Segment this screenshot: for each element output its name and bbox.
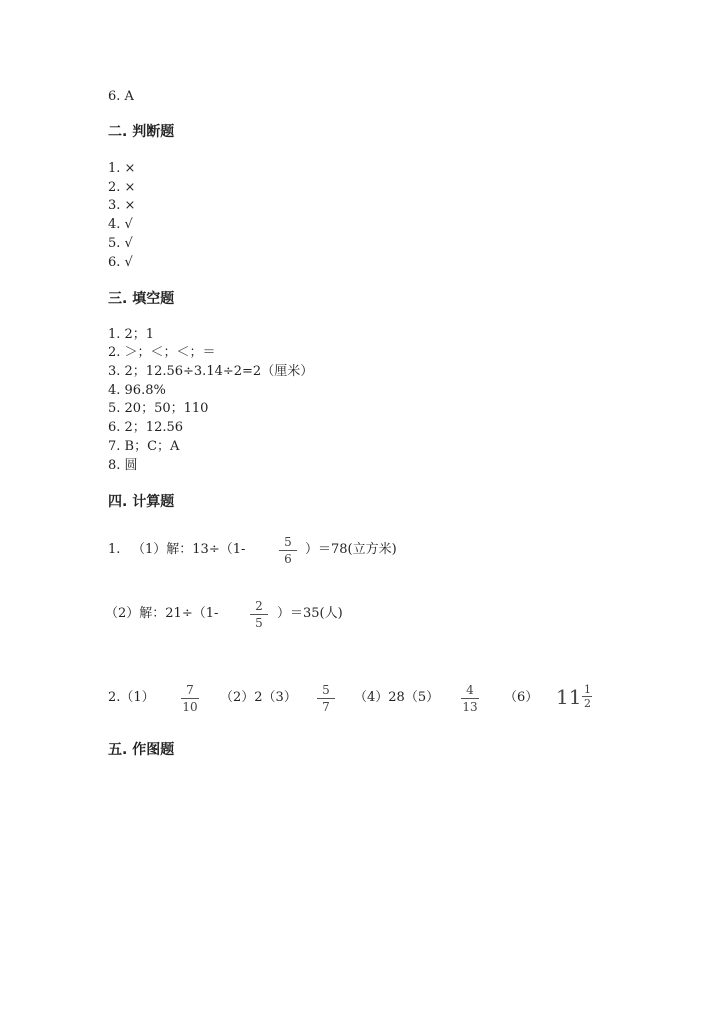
calc-q1-p1-fraction [275,536,301,566]
calc-q2-a1-fraction [177,684,203,714]
calc-heading: 四. 计算题 [108,494,175,510]
judge-item: 1. × [108,161,136,176]
fraction-denominator: 10 [182,700,198,714]
judge-heading: 二. 判断题 [108,124,175,140]
calc-q1-p1-prefix: （1）解：13÷（1- [132,542,246,557]
fraction-numerator: 5 [322,683,330,697]
fraction-bar [461,698,479,699]
fraction-numerator: 5 [284,535,292,549]
fraction-denominator: 6 [284,552,292,566]
fraction-denominator: 5 [255,616,263,630]
fraction-bar [181,698,199,699]
judge-item: 6. √ [108,255,133,270]
mixed-whole: 11 [556,684,582,709]
fill-item: 1. 2；1 [108,327,155,342]
fraction-numerator: 4 [466,683,474,697]
judge-item: 4. √ [108,217,133,232]
fill-heading: 三. 填空题 [108,291,175,307]
fill-item: 3. 2；12.56÷3.14÷2=2（厘米） [108,364,314,379]
fill-item: 4. 96.8% [108,383,166,398]
calc-q2-a5-fraction [457,684,483,714]
fill-item: 8. 圆 [108,458,138,473]
choice-answer-6: 6. A [108,89,134,104]
calc-q1-p1-suffix: ）＝78(立方米) [305,542,397,557]
calc-q2-part6: （6） [504,690,539,705]
fraction-numerator: 7 [186,683,194,697]
fill-item: 5. 20；50；110 [108,401,209,416]
fill-item: 2. ＞；＜；＜；＝ [108,345,216,360]
calc-q2-part2: （2）2（3） [220,690,297,705]
calc-q2-part4: （4）28（5） [354,690,440,705]
calc-q1-p2-fraction [246,600,272,630]
calc-q1-p2-suffix: ）＝35(人) [277,606,343,621]
fraction-denominator: 7 [322,700,330,714]
fraction-bar [250,614,268,615]
fraction-numerator: 1 [583,683,591,696]
calc-q2-label: 2.（1） [108,690,155,705]
fraction-denominator: 2 [583,697,591,710]
fill-item: 7. B；C；A [108,439,180,454]
judge-item: 3. × [108,198,136,213]
calc-q2-a6-mixed-number [556,684,593,709]
fraction-bar [317,698,335,699]
calc-q1-label: 1. [108,542,121,557]
mixed-fraction [581,684,593,709]
calc-q1-p2-prefix: （2）解：21÷（1- [105,606,219,621]
fraction-denominator: 13 [462,700,478,714]
fraction-bar [279,550,297,551]
calc-q2-a3-fraction [313,684,339,714]
judge-item: 2. × [108,180,136,195]
draw-heading: 五. 作图题 [108,742,175,758]
fraction-numerator: 2 [255,599,263,613]
judge-item: 5. √ [108,236,133,251]
fill-item: 6. 2；12.56 [108,420,184,435]
